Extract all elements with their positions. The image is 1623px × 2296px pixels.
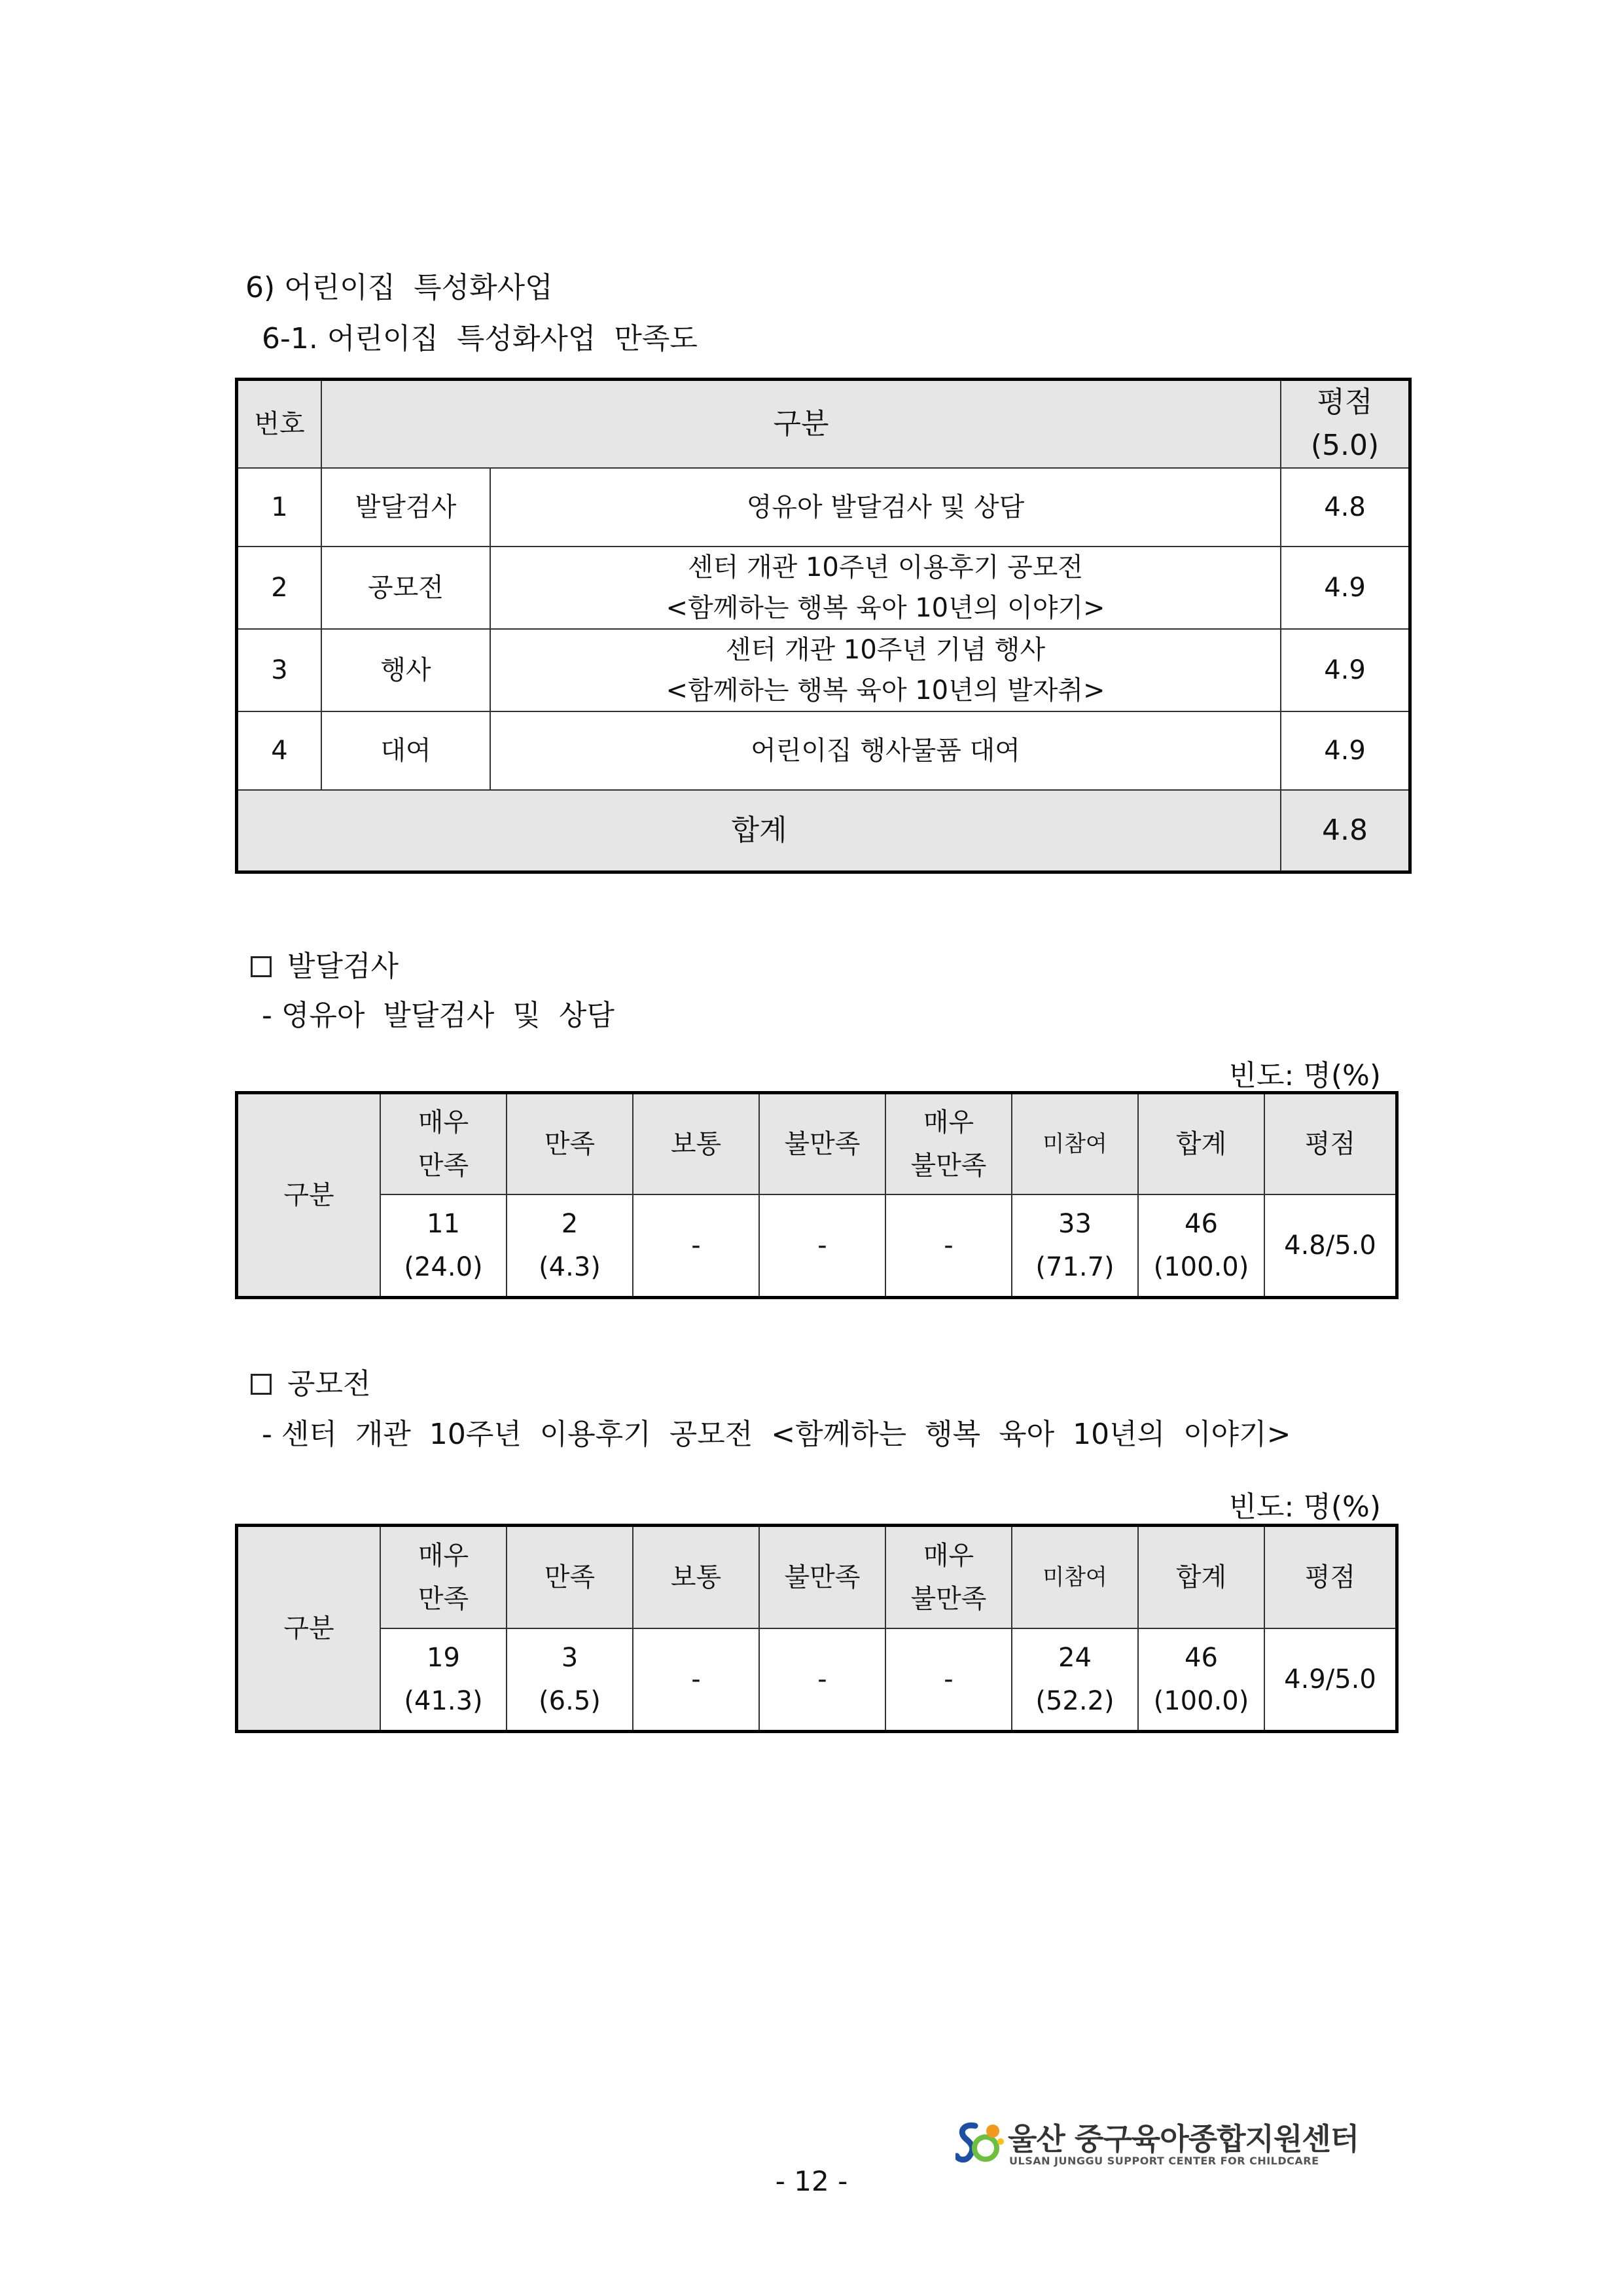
header-very-satisfied — [380, 1094, 507, 1194]
header-total: 합계 — [1138, 1094, 1264, 1194]
summary-table — [237, 380, 1410, 872]
cell-pct: (24.0) — [404, 1252, 483, 1282]
cell-pct: (4.3) — [539, 1252, 601, 1282]
header-score-line2: (5.0) — [1310, 429, 1380, 462]
row-desc-line2: <함께하는 행복 육아 10년의 발자취> — [666, 675, 1105, 706]
cell-pct: (52.2) — [1035, 1686, 1115, 1716]
header-line: 만족 — [418, 1151, 469, 1181]
header-line: 만족 — [418, 1584, 469, 1614]
table-row — [238, 468, 1409, 547]
row-type: 행사 — [321, 629, 490, 711]
header-line: 매우 — [923, 1541, 974, 1571]
row-desc: 어린이집 행사물품 대여 — [490, 711, 1281, 790]
cell-very-dissatisfied: - — [885, 1628, 1012, 1731]
header-very-dissatisfied — [885, 1526, 1012, 1628]
table-row — [238, 629, 1409, 711]
row-desc-line1: 센터 개관 10주년 이용후기 공모전 — [687, 552, 1084, 583]
table-row — [238, 1628, 1396, 1731]
row-desc-line2: <함께하는 행복 육아 10년의 이야기> — [666, 593, 1105, 623]
row-desc — [490, 629, 1281, 711]
cell-dissatisfied: - — [759, 1628, 885, 1731]
block2-subtitle: - 센터 개관 10주년 이용후기 공모전 <함께하는 행복 육아 10년의 이야기> — [262, 1418, 1291, 1451]
cell-satisfied — [507, 1628, 633, 1731]
cell-very-dissatisfied: - — [885, 1194, 1012, 1297]
table-row — [238, 711, 1409, 790]
row-no: 2 — [238, 547, 321, 629]
row-score: 4.9 — [1281, 711, 1409, 790]
cell-very-satisfied — [380, 1628, 507, 1731]
survey-table-1 — [237, 1093, 1397, 1297]
header-very-satisfied — [380, 1526, 507, 1628]
header-satisfied: 만족 — [507, 1526, 633, 1628]
header-score — [1281, 380, 1409, 468]
header-line: 매우 — [923, 1107, 974, 1138]
cell-pct: (100.0) — [1153, 1686, 1249, 1716]
cell-score: 4.8/5.0 — [1264, 1194, 1396, 1297]
center-logo — [955, 2114, 1400, 2173]
row-score: 4.9 — [1281, 547, 1409, 629]
block2-unit: 빈도: 명(%) — [1228, 1490, 1381, 1524]
block1-unit: 빈도: 명(%) — [1228, 1059, 1381, 1092]
checkbox-square-icon — [251, 1374, 272, 1395]
header-satisfied: 만족 — [507, 1094, 633, 1194]
cell-count: 33 — [1058, 1209, 1092, 1239]
section-subtitle: 6-1. 어린이집 특성화사업 만족도 — [262, 322, 698, 355]
total-score: 4.8 — [1281, 790, 1409, 871]
cell-no-participation — [1012, 1628, 1138, 1731]
header-normal: 보통 — [633, 1526, 759, 1628]
cell-count: 3 — [561, 1643, 579, 1673]
row-type: 발달검사 — [321, 468, 490, 547]
cell-count: 46 — [1185, 1209, 1218, 1239]
cell-score: 4.9/5.0 — [1264, 1628, 1396, 1731]
row-desc: 영유아 발달검사 및 상담 — [490, 468, 1281, 547]
header-line: 매우 — [418, 1107, 469, 1138]
row-no: 4 — [238, 711, 321, 790]
header-score: 평점 — [1264, 1526, 1396, 1628]
header-very-dissatisfied — [885, 1094, 1012, 1194]
row-type: 대여 — [321, 711, 490, 790]
cell-count: 11 — [427, 1209, 460, 1239]
cell-no-participation — [1012, 1194, 1138, 1297]
cell-dissatisfied: - — [759, 1194, 885, 1297]
table-row — [238, 547, 1409, 629]
header-score-line1: 평점 — [1317, 386, 1373, 419]
block1-subtitle: - 영유아 발달검사 및 상담 — [262, 999, 615, 1032]
section-title: 6) 어린이집 특성화사업 — [245, 271, 553, 304]
checkbox-square-icon — [251, 956, 272, 977]
header-line: 불만족 — [910, 1584, 987, 1614]
center-logo-subtext: ULSAN JUNGGU SUPPORT CENTER FOR CHILDCARE — [1009, 2155, 1319, 2167]
cell-count: 2 — [561, 1209, 579, 1239]
header-line: 불만족 — [910, 1151, 987, 1181]
cell-count: 19 — [427, 1643, 460, 1673]
cell-pct: (6.5) — [539, 1686, 601, 1716]
row-desc — [490, 547, 1281, 629]
cell-count: 24 — [1058, 1643, 1092, 1673]
row-no: 3 — [238, 629, 321, 711]
block1-title-text: 발달검사 — [287, 950, 399, 983]
cell-total — [1138, 1194, 1264, 1297]
block2-title — [251, 1367, 371, 1401]
center-logo-text: 울산 중구육아종합지원센터 — [1008, 2121, 1359, 2157]
header-total: 합계 — [1138, 1526, 1264, 1628]
header-dissatisfied: 불만족 — [759, 1094, 885, 1194]
cell-count: 46 — [1185, 1643, 1218, 1673]
header-dissatisfied: 불만족 — [759, 1526, 885, 1628]
row-type: 공모전 — [321, 547, 490, 629]
header-normal: 보통 — [633, 1094, 759, 1194]
cell-pct: (100.0) — [1153, 1252, 1249, 1282]
header-no-participation: 미참여 — [1012, 1094, 1138, 1194]
cell-pct: (71.7) — [1035, 1252, 1115, 1282]
row-score: 4.8 — [1281, 468, 1409, 547]
block2-title-text: 공모전 — [287, 1367, 371, 1401]
cell-total — [1138, 1628, 1264, 1731]
block1-title — [251, 952, 399, 981]
header-category: 구분 — [321, 380, 1281, 468]
table-row — [238, 1194, 1396, 1297]
cell-satisfied — [507, 1194, 633, 1297]
header-score: 평점 — [1264, 1094, 1396, 1194]
header-no: 번호 — [238, 380, 321, 468]
survey-table-2 — [237, 1526, 1397, 1731]
header-line: 매우 — [418, 1541, 469, 1571]
header-category: 구분 — [238, 1094, 380, 1297]
header-category: 구분 — [238, 1526, 380, 1731]
center-logo-icon — [955, 2117, 1004, 2169]
cell-normal: - — [633, 1194, 759, 1297]
cell-normal: - — [633, 1628, 759, 1731]
row-no: 1 — [238, 468, 321, 547]
row-score: 4.9 — [1281, 629, 1409, 711]
row-desc-line1: 센터 개관 10주년 기념 행사 — [725, 635, 1046, 665]
page-number: - 12 - — [775, 2165, 848, 2197]
cell-very-satisfied — [380, 1194, 507, 1297]
cell-pct: (41.3) — [404, 1686, 483, 1716]
total-label: 합계 — [238, 790, 1281, 871]
header-no-participation: 미참여 — [1012, 1526, 1138, 1628]
